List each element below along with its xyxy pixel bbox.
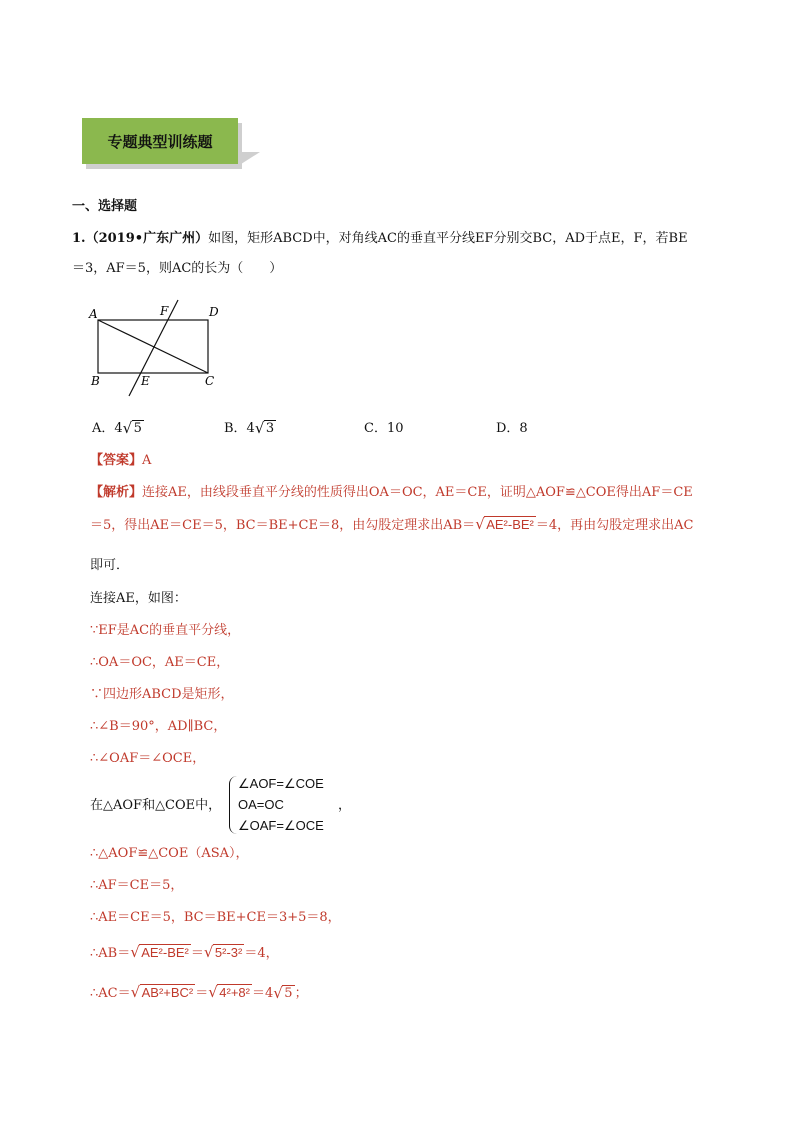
system-comma: ，: [338, 798, 352, 813]
sqrt-symbol: √ 5: [123, 420, 144, 438]
sqrt-symbol: √ 5: [273, 985, 294, 1003]
solution-step-7: 在△AOF和△COE中，: [90, 798, 222, 813]
banner-shadow-tail: [238, 152, 260, 166]
solution-step-6: ∴∠OAF＝∠OCE，: [90, 751, 206, 766]
question-source: （2019•广东广州）: [85, 231, 209, 246]
label-a: A: [89, 307, 98, 321]
question-text-1: 如图，矩形ABCD中，对角线AC的垂直平分线EF分别交BC，AD于点E，F，若BE: [208, 231, 688, 246]
bisector-ef: [129, 300, 178, 396]
solution-step-1: 连接AE，如图：: [90, 591, 187, 606]
label-d: D: [209, 305, 219, 319]
answer-line: [90, 452, 151, 470]
solution-step-8: ∴△AOF≌△COE（ASA），: [90, 846, 249, 861]
rectangle-figure: [85, 298, 230, 400]
question-line-1: [72, 230, 688, 248]
section-banner: [82, 118, 238, 164]
label-c: C: [205, 374, 215, 388]
system-line-3: ∠OAF=∠OCE: [238, 818, 324, 833]
label-e: E: [141, 374, 150, 388]
label-f: F: [160, 304, 169, 318]
solution-step-3: ∴OA＝OC，AE＝CE，: [90, 655, 230, 670]
label-b: B: [91, 374, 100, 388]
sqrt-symbol: √ 5²-3²: [204, 944, 244, 963]
option-b: B．4√ 3: [224, 420, 276, 438]
sqrt-symbol: √ 3: [255, 420, 276, 438]
analysis-line-1: 【解析】连接AE，由线段垂直平分线的性质得出OA＝OC，AE＝CE，证明△AOF≌△COE得出AF＝CE: [90, 485, 693, 500]
solution-step-4: ∵四边形ABCD是矩形，: [90, 687, 234, 702]
analysis-line-2: ＝5，得出AE＝CE＝5，BC＝BE+CE＝8，由勾股定理求出AB＝√ AE²-BE² ＝4，再由勾股定理求出AC: [90, 516, 693, 535]
solution-step-5: ∴∠B＝90°，AD∥BC，: [90, 719, 227, 734]
diagonal-ac: [98, 320, 208, 373]
solution-step-2: ∵EF是AC的垂直平分线，: [90, 623, 241, 638]
banner-title: 专题典型训练题: [107, 132, 213, 151]
solution-step-10: ∴AE＝CE＝5，BC＝BE+CE＝3+5＝8，: [90, 910, 341, 925]
solution-step-11: ∴AB＝√ AE²-BE² ＝√ 5²-3² ＝4，: [90, 944, 279, 963]
option-d: D．8: [496, 421, 528, 436]
sqrt-symbol: √ AE²-BE²: [475, 516, 536, 535]
section-title: 一、选择题: [72, 199, 138, 214]
solution-step-9: ∴AF＝CE＝5，: [90, 878, 184, 893]
option-a: A．4√ 5: [92, 420, 144, 438]
system-line-2: OA=OC: [238, 797, 284, 812]
analysis-line-3: 即可．: [90, 558, 130, 573]
sqrt-symbol: √ AB²+BC²: [131, 984, 196, 1003]
question-number: 1.: [72, 231, 86, 246]
analysis-tag: 【解析】: [90, 485, 143, 500]
question-text-2: ＝3，AF＝5，则AC的长为（ ）: [72, 261, 283, 276]
option-c: C．10: [364, 421, 404, 436]
answer-tag: 【答案】: [90, 453, 143, 468]
sqrt-symbol: √ 4²+8²: [208, 984, 252, 1003]
solution-step-12: ∴AC＝√ AB²+BC² ＝√ 4²+8² ＝4√ 5 ；: [90, 984, 308, 1003]
system-line-1: ∠AOF=∠COE: [238, 776, 324, 791]
answer-value: A: [142, 453, 152, 468]
sqrt-symbol: √ AE²-BE²: [130, 944, 191, 963]
